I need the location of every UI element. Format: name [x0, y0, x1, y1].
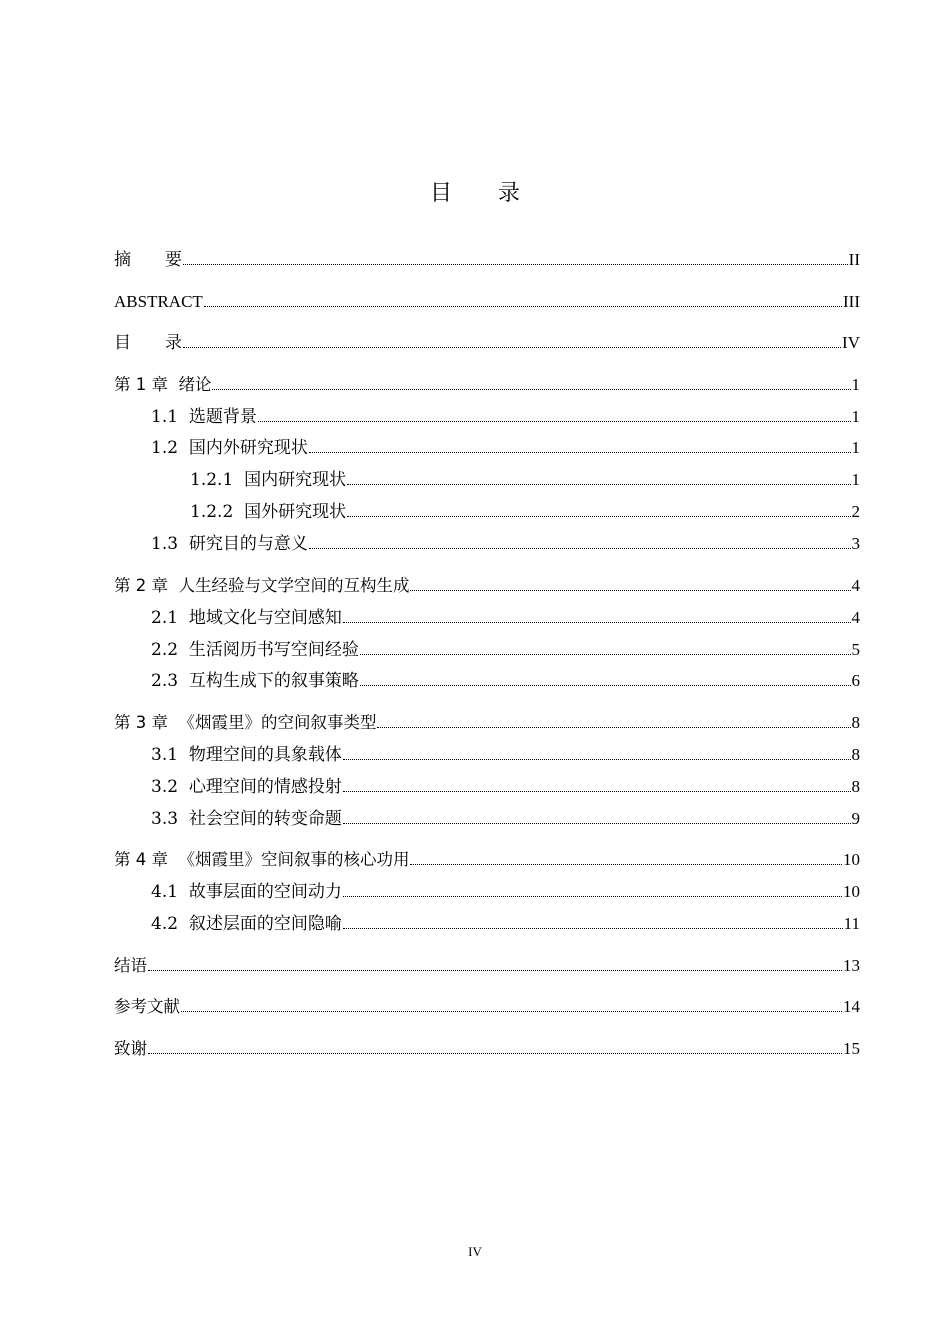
toc-entry-section-2-3[interactable]: [151, 667, 860, 691]
dot-leader: [183, 264, 848, 265]
dot-leader: [148, 1053, 842, 1054]
toc-entry-section-1-1[interactable]: [151, 403, 860, 427]
toc-entry-chapter-2[interactable]: [114, 572, 860, 596]
toc-entry-section-2-2[interactable]: [151, 636, 860, 660]
toc-entry-abstract-cn[interactable]: [114, 246, 860, 270]
dot-leader: [343, 791, 851, 792]
toc-entry-section-2-1[interactable]: [151, 604, 860, 628]
dot-leader: [360, 685, 851, 686]
toc-entry-page: 2: [851, 502, 860, 521]
toc-entry-chapter-1[interactable]: [114, 371, 860, 395]
toc-entry-label: 第 1 章 绪论: [114, 375, 212, 394]
toc-entry-label: 4.2 叙述层面的空间隐喻: [151, 914, 342, 934]
toc-entry-page: 8: [851, 777, 860, 796]
toc-entry-section-1-3[interactable]: [151, 530, 860, 554]
dot-leader: [377, 727, 850, 728]
toc-entry-page: 8: [851, 713, 860, 732]
dot-leader: [347, 516, 850, 517]
dot-leader: [343, 759, 851, 760]
toc-entry-page: 11: [843, 914, 860, 933]
dot-leader: [309, 548, 851, 549]
toc-entry-section-1-2-2[interactable]: [190, 498, 860, 522]
toc-entry-label: 结语: [114, 956, 147, 975]
toc-entry-label: 3.2 心理空间的情感投射: [151, 777, 342, 797]
toc-entry-section-1-2[interactable]: [151, 434, 860, 458]
toc-entry-section-3-1[interactable]: [151, 741, 860, 765]
toc-entry-label: 2.1 地域文化与空间感知: [151, 608, 342, 628]
toc-entry-page: 6: [851, 671, 860, 690]
toc-entry-page: 9: [851, 809, 860, 828]
toc-entry-acknowledgements[interactable]: [114, 1035, 860, 1059]
toc-entry-label: 2.3 互构生成下的叙事策略: [151, 671, 359, 691]
toc-entry-page: 3: [851, 534, 860, 553]
toc-entry-label: 第 2 章 人生经验与文学空间的互构生成: [114, 576, 410, 595]
toc-entry-label: 3.3 社会空间的转变命题: [151, 809, 342, 829]
toc-entry-page: 5: [851, 640, 860, 659]
toc-entry-page: II: [848, 250, 860, 269]
toc-entry-label: 第 4 章 《烟霞里》空间叙事的核心功用: [114, 850, 410, 869]
toc-entry-label: 2.2 生活阅历书写空间经验: [151, 640, 359, 660]
toc-entry-page: 14: [843, 997, 860, 1016]
toc-entry-section-3-3[interactable]: [151, 805, 860, 829]
toc-entry-contents[interactable]: [114, 329, 860, 353]
toc-entry-references[interactable]: [114, 993, 860, 1017]
toc-entry-label: 摘 要: [114, 250, 182, 270]
dot-leader: [347, 484, 850, 485]
toc-entry-section-3-2[interactable]: [151, 773, 860, 797]
toc-entry-section-1-2-1[interactable]: [190, 466, 860, 490]
toc-entry-page: 4: [851, 608, 860, 627]
toc-entry-chapter-3[interactable]: [114, 709, 860, 733]
dot-leader: [343, 823, 851, 824]
toc-entry-label: 目 录: [114, 333, 182, 353]
dot-leader: [343, 622, 851, 623]
toc-entry-page: 15: [843, 1039, 860, 1058]
toc-entry-page: III: [843, 292, 860, 311]
toc-entry-label: 1.1 选题背景: [151, 407, 257, 427]
dot-leader: [309, 452, 851, 453]
toc-entry-label: 致谢: [114, 1039, 147, 1058]
toc-entry-label: ABSTRACT: [114, 292, 203, 311]
toc-entry-page: 4: [851, 576, 860, 595]
dot-leader: [148, 970, 842, 971]
dot-leader: [410, 864, 842, 865]
dot-leader: [410, 590, 850, 591]
toc-entry-chapter-4[interactable]: [114, 846, 860, 870]
toc-entry-page: IV: [842, 333, 860, 352]
toc-entry-page: 1: [851, 407, 860, 426]
dot-leader: [204, 306, 842, 307]
toc-entry-page: 8: [851, 745, 860, 764]
dot-leader: [360, 654, 851, 655]
toc-entry-abstract-en[interactable]: [114, 288, 860, 312]
page-number-footer: IV: [468, 1244, 482, 1259]
toc-entry-page: 1: [851, 375, 860, 394]
toc-entry-label: 1.2.2 国外研究现状: [190, 502, 347, 522]
toc-entry-label: 1.2 国内外研究现状: [151, 438, 308, 458]
toc-entry-page: 10: [843, 850, 860, 869]
toc-entry-label: 参考文献: [114, 997, 180, 1016]
dot-leader: [343, 896, 842, 897]
dot-leader: [183, 347, 841, 348]
toc-entry-page: 10: [843, 882, 860, 901]
dot-leader: [181, 1011, 842, 1012]
toc-entry-label: 1.3 研究目的与意义: [151, 534, 308, 554]
toc-entry-conclusion[interactable]: [114, 952, 860, 976]
toc-entry-section-4-2[interactable]: [151, 910, 860, 934]
page-title: 目录: [429, 181, 566, 206]
toc-entry-page: 13: [843, 956, 860, 975]
toc-entry-label: 第 3 章 《烟霞里》的空间叙事类型: [114, 713, 377, 732]
dot-leader: [258, 421, 851, 422]
dot-leader: [212, 389, 850, 390]
toc-entry-page: 1: [851, 438, 860, 457]
toc-entry-label: 4.1 故事层面的空间动力: [151, 882, 342, 902]
toc-entry-label: 1.2.1 国内研究现状: [190, 470, 347, 490]
toc-entry-section-4-1[interactable]: [151, 878, 860, 902]
dot-leader: [343, 928, 843, 929]
toc-entry-label: 3.1 物理空间的具象载体: [151, 745, 342, 765]
toc-entry-page: 1: [851, 470, 860, 489]
